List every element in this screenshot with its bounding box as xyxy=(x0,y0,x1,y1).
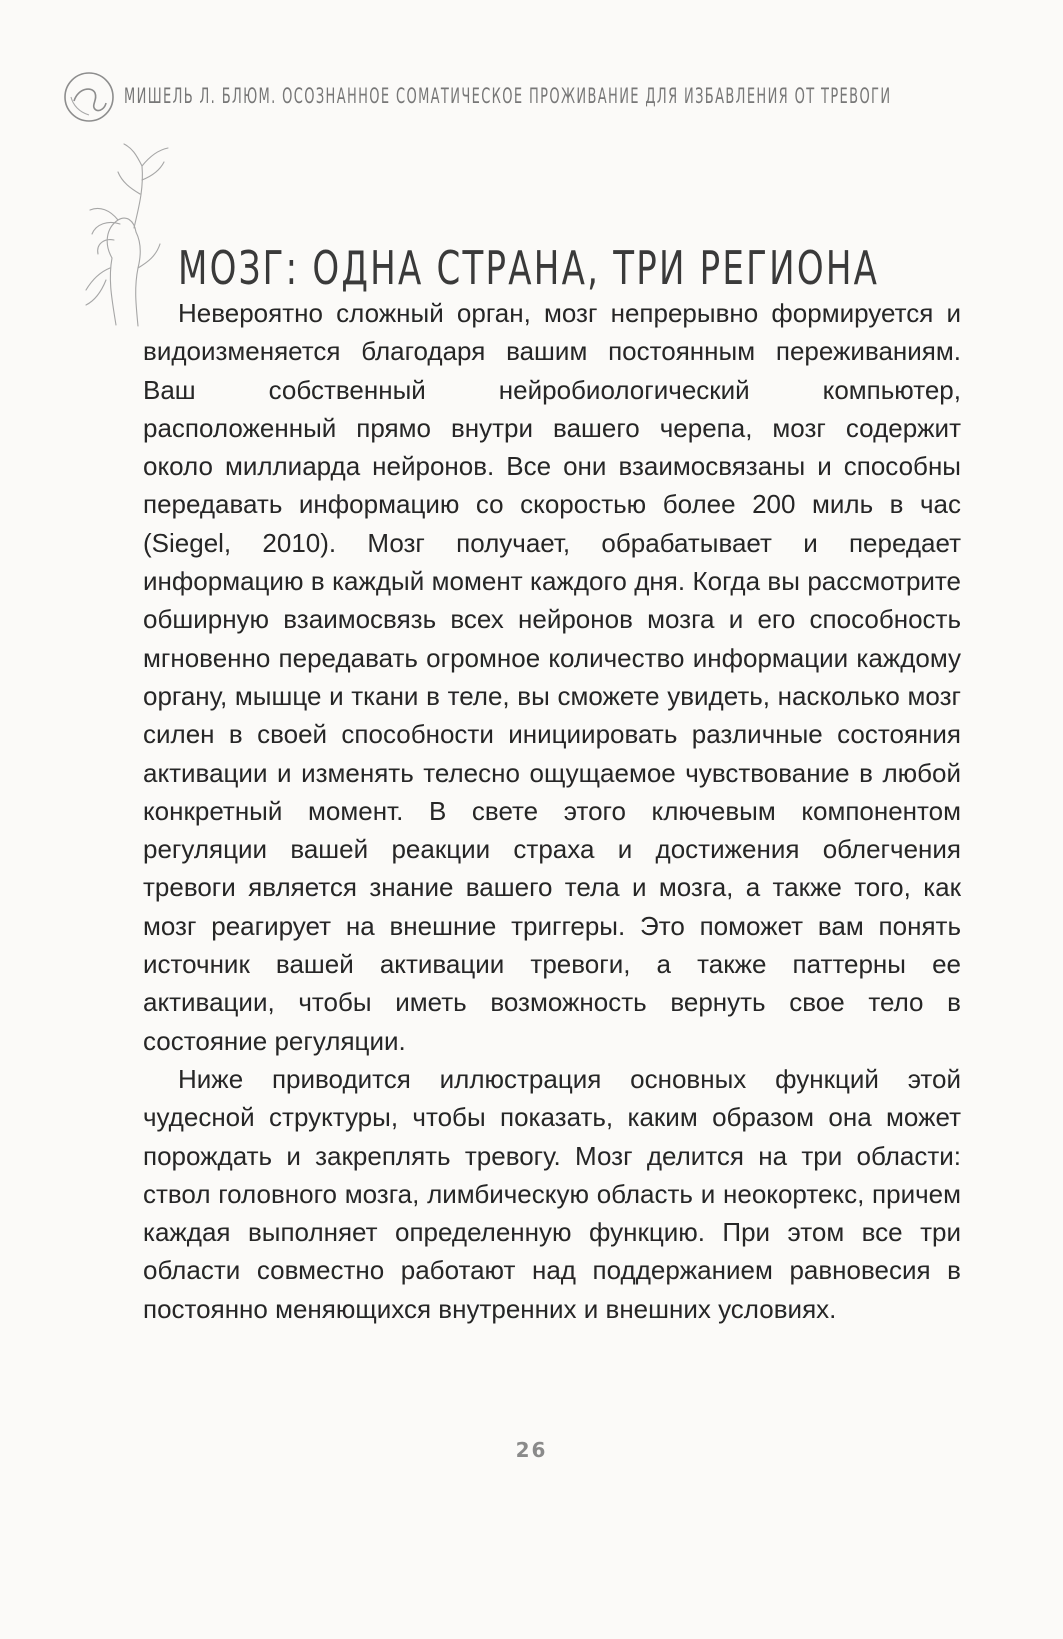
circle-wave-logo-icon xyxy=(62,70,116,124)
page-header xyxy=(62,70,1022,124)
paragraph: Ниже приводится иллюстрация основных функций этой чудесной структуры, чтобы показать, каким образом она может порождать и закреплять тревогу. Мозг делится на три области: ствол головного мозга, лимбическую область и неокортекс, причем каждая выполняет определенную функцию. При этом все три области совместно работают над поддержанием равновесия в постоянно меняющихся внутренних и внешних условиях. xyxy=(143,1063,961,1324)
paragraph: Невероятно сложный орган, мозг непрерывно формируется и видоизменяется благодаря вашим постоянным переживаниям. Ваш собственный нейробиологический компьютер, расположенный прямо внутри вашего черепа, мозг содержит около миллиарда нейронов. Все они взаимосвязаны и способны передавать информацию со скоростью более 200 миль в час (Siegel, 2010). Мозг получает, обрабатывает и передает информацию в каждый момент каждого дня. Когда вы рассмотрите обширную взаимосвязь всех нейронов мозга и его способность мгновенно передавать огромное количество информации каждому органу, мышце и ткани в теле, вы сможете увидеть, насколько мозг силен в своей способности инициировать различные состояния активации и изменять телесно ощущаемое чувствование в любой конкретный момент. В свете этого ключевым компонентом регуляции вашей реакции страха и достижения облегчения тревоги является знание вашего тела и мозга, а также того, как мозг реагирует на внешние триггеры. Это поможет вам понять источник вашей активации тревоги, а также паттерны ее активации, чтобы иметь возможность вернуть свое тело в состояние регуляции. xyxy=(143,298,961,1056)
page-number: 26 xyxy=(515,1438,548,1462)
running-head: МИШЕЛЬ Л. БЛЮМ. ОСОЗНАННОЕ СОМАТИЧЕСКОЕ ПРОЖИВАНИЕ ДЛЯ ИЗБАВЛЕНИЯ ОТ ТРЕВОГИ xyxy=(124,84,892,108)
section-title: МОЗГ: ОДНА СТРАНА, ТРИ РЕГИОНА xyxy=(178,240,880,295)
body-text xyxy=(143,294,961,1328)
